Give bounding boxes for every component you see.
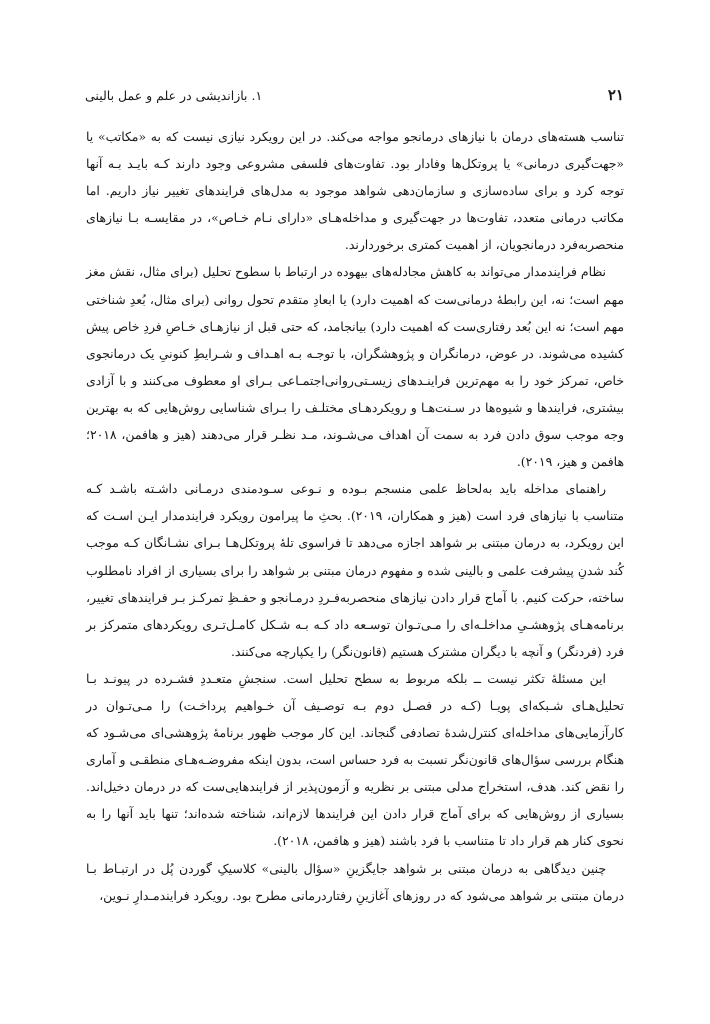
running-title: ۱. بازاندیشی در علم و عمل بالینی (85, 88, 263, 103)
paragraph: چنین دیدگاهی به درمان مبتنی بر شواهد جایگزینِ «سؤال بالینی» کلاسیکِ گوردن پُل در ارتبـاط بـا درمان مبتنی بر شواهد می‌شود که در روزهای آغازینِ رفتاردرمانی مطرح بود. رویکرد فرایندمـدارِ نـوین، (86, 860, 624, 903)
paragraph: راهنمای مداخله باید به‌لحاظ علمی منسجم بـوده و نـوعی سـودمندی درمـانی داشـته باشـد کـه متناسب با نیازهای فرد است (هیز و همکاران، ۲۰۱۹). بحثِ ما پیرامون رویکرد فرایندمدار ایـن اسـت که این رویکرد، به درمان مبتنی بر شواهد اجازه می‌دهد تا فراسوی تلهٔ پروتکل‌هـا بـرای نشـانگان کـه موجب کُند شدنِ پیشرفت علمی و بالینی شده و مفهوم درمان مبتنی بر شواهد را برای بسیاری از افراد نامطلوب ساخته، حرکت کنیم. با آماج قرار دادن نیازهای منحصربه‌فـردِ درمـانجو و حفـظِ تمرکـز بـر فرایندهای تغییر، برنامه‌هـای پژوهشـیِ مداخلـه‌ای را مـی‌تـوان توسـعه داد کـه بـه شـکل کامـل‌تـری رویکردهای متمرکز بر فرد (فردنگر) و آنچه با دیگران مشترک هستیم (قانون‌نگر) را یکپارچه می‌کنند. (86, 481, 624, 659)
paragraph: تناسب هسته‌های درمان با نیازهای درمانجو مواجه می‌کند. در این رویکرد نیازی نیست که به «مکاتب» یا «جهت‌گیری درمانی» یا پروتکل‌ها وفادار بود. تفاوت‌های فلسفی مشروعی وجود دارند کـه بایـد بـه آنها توجه کرد و برای ساده‌سازی و سازمان‌دهی شواهد موجود به مدل‌های فرایندهای تغییر نیاز داریم. اما مکاتب درمانی متعدد، تفاوت‌ها در جهت‌گیری و مداخله‌هـای «دارای نـام خـاص»، در مقایسـه بـا نیازهای منحصربه‌فرد درمانجویان، از اهمیت کمتری برخوردارند. (86, 129, 624, 253)
paragraph: نظام فرایندمدار می‌تواند به کاهش مجادله‌های بیهوده در ارتباط با سطوح تحلیل (برای مثال، نقش مغز مهم است؛ نه، این رابطهٔ درمانی‌ست که اهمیت دارد) یا ابعادِ متقدم تحول روانی (برای مثال، بُعدِ شناختی مهم است؛ نه این بُعد رفتاری‌ست که اهمیت دارد) بیانجامد، که حتی قبل از نیازهـای خـاصِ فردِ خاص پیش کشیده می‌شوند. در عوض، درمانگران و پژوهشگران، با توجـه بـه اهـداف و شـرایطِ کنونیِ یک درمانجوی خاص، تمرکز خود را به مهم‌ترین فراینـدهای زیسـتی‌روانی‌اجتمـاعی بـرای او معطوف می‌کنند و با آزادی بیشتری، فرایندها و شیوه‌ها در سـنت‌هـا و رویکردهـای مختلـف را بـرای شناسایی روش‌هایی که به بهترین وجه موجب سوق دادن فرد به سمت آن اهداف می‌شـوند، مـد نظـر قرار می‌دهند (هیز و هافمن، ۲۰۱۸؛ هافمن و هیز، ۲۰۱۹). (86, 264, 624, 470)
paragraph: این مسئلهٔ تکثر نیست ــ بلکه مربوط به سطح تحلیل است. سنجشِ متعـددِ فشـرده در پیونـد بـا تحلیل‌هـای شـبکه‌ای پویـا (کـه در فصـل دوم بـه توصـیف آن خـواهیم پرداخـت) را مـی‌تـوان در کارآزمایی‌های مداخله‌ای کنترل‌شدهٔ تصادفی گنجاند. این کار موجب ظهور برنامهٔ پژوهشی‌ای می‌شـود که هنگام بررسی سؤال‌های قانون‌نگر نسبت به فرد حساس است، بدون اینکه مفروضـه‌هـای منطقـی و آماری را نقض کند. هدف، استخراج مدلی مبتنی بر نظریه و آزمون‌پذیر از فرایندهایی‌ست که در درمان دخیل‌اند. بسیاری از روش‌هایی که برای آماج قرار دادن این فرایندها لازم‌اند، شناخته شده‌اند؛ تنها باید آنها را به نحوی کنار هم قرار داد تا متناسب با فرد باشند (هیز و هافمن، ۲۰۱۸). (86, 670, 624, 849)
page-number: ۲۱ (607, 86, 624, 104)
page-header (85, 86, 624, 104)
body-text (86, 123, 624, 909)
